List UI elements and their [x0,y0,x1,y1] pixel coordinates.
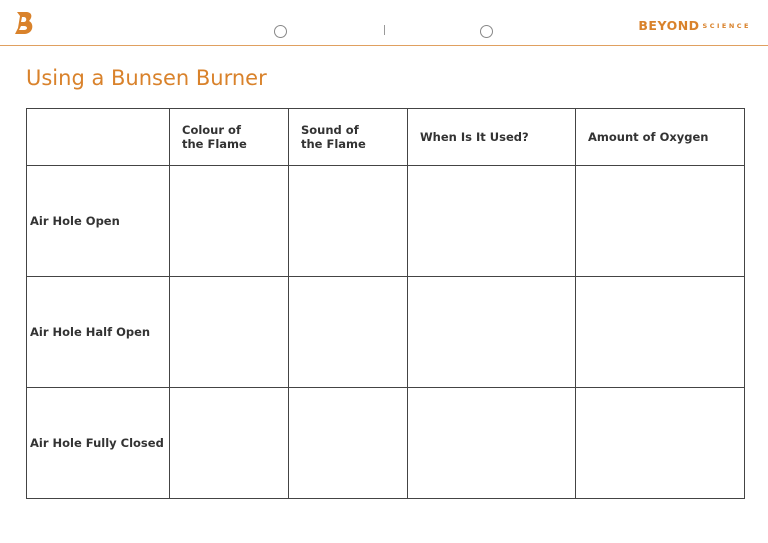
row-label: Air Hole Fully Closed [27,388,170,499]
brand-main: BEYOND [638,18,700,33]
column-header: When Is It Used? [408,109,576,166]
answer-cell[interactable] [408,166,576,277]
answer-cell[interactable] [289,277,408,388]
table-row [27,277,745,388]
column-header [170,109,289,166]
worksheet-table [26,108,745,499]
answer-cell[interactable] [576,166,745,277]
answer-cell[interactable] [289,166,408,277]
answer-cell[interactable] [576,277,745,388]
radio-button-right[interactable] [480,25,493,38]
column-header: Amount of Oxygen [576,109,745,166]
column-header [289,109,408,166]
row-label: Air Hole Open [27,166,170,277]
row-label: Air Hole Half Open [27,277,170,388]
divider-tick [384,25,385,35]
table-header-row [27,109,745,166]
brand-wordmark [638,15,751,34]
answer-cell[interactable] [170,166,289,277]
table-row [27,388,745,499]
column-header-label: Colour of the Flame [182,123,247,151]
page-header [0,0,768,46]
answer-cell[interactable] [289,388,408,499]
answer-cell[interactable] [408,388,576,499]
table-row [27,166,745,277]
answer-cell[interactable] [576,388,745,499]
radio-button-left[interactable] [274,25,287,38]
answer-cell[interactable] [170,277,289,388]
beyond-logo-icon [13,11,35,35]
brand-sub: SCIENCE [702,22,751,30]
table-corner-cell [27,109,170,166]
column-header-label: Sound of the Flame [301,123,366,151]
answer-cell[interactable] [170,388,289,499]
page-title: Using a Bunsen Burner [26,66,267,90]
answer-cell[interactable] [408,277,576,388]
